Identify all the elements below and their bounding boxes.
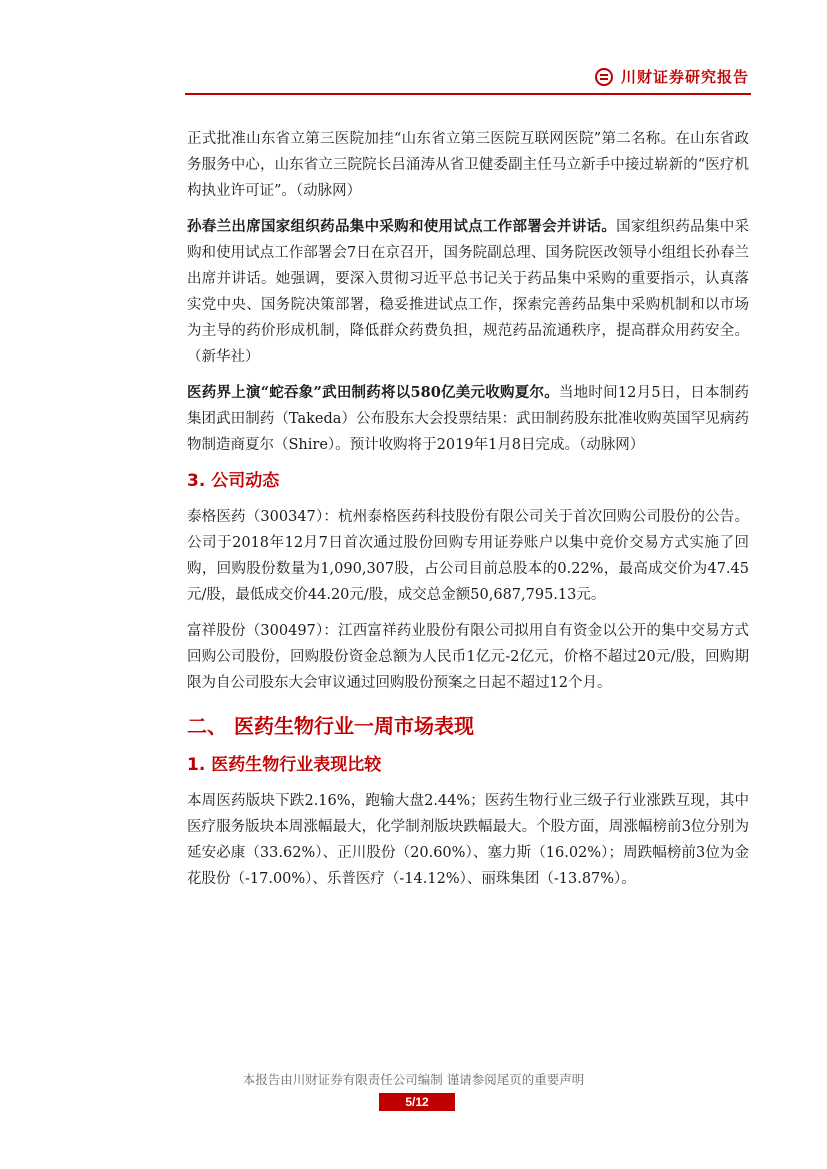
paragraph-takeda [187,380,749,458]
brand-logo-icon [595,68,613,86]
header-divider [185,93,751,95]
paragraph-hospital: 正式批准山东省立第三医院加挂“山东省立第三医院互联网医院”第二名称。在山东省政务服务中心，山东省立三院院长吕涌涛从省卫健委副主任马立新手中接过崭新的“医疗机构执业许可证”。（动脉网） [187,131,749,199]
paragraph-weekly-performance: 本周医药版块下跌2.16%，跑输大盘2.44%；医药生物行业三级子行业涨跌互现，其中医疗服务版块本周涨幅最大，化学制剂版块跌幅最大。个股方面，周涨幅榜前3位分别为延安必康（33.62%）、正川股份（20.60%）、塞力斯（16.02%）；周跌幅榜前3位为金花股份（-17.00%）、乐普医疗（-14.12%）、丽珠集团（-13.87%）。 [187,793,749,887]
page-body [187,126,749,902]
header-brand [595,66,749,87]
paragraph-tigermed: 泰格医药（300347）：杭州泰格医药科技股份有限公司关于首次回购公司股份的公告。公司于2018年12月7日首次通过股份回购专用证券账户以集中竞价交易方式实施了回购，回购股份数量为1,090,307股，占公司目前总股本的0.22%，最高成交价为47.45元/股，最低成交价44.20元/股，成交总金额50,687,795.13元。 [187,509,749,603]
footer-disclaimer: 本报告由川财证券有限责任公司编制 谨请参阅尾页的重要声明 [242,1072,585,1087]
heading-market-performance: 二、 医药生物行业一周市场表现 [187,714,474,738]
brand-title: 川财证券研究报告 [620,68,749,86]
paragraph-takeda-text: 当地时间12月5日，日本制药集团武田制药（Takeda）公布股东大会投票结果：武田制药股东批准收购英国罕见病药物制造商夏尔（Shire）。预计收购将于2019年1月8日完成。（动脉网） [187,385,749,453]
paragraph-procurement-lead: 孙春兰出席国家组织药品集中采购和使用试点工作部署会并讲话。 [187,218,617,235]
paragraph-fuxiang: 富祥股份（300497）：江西富祥药业股份有限公司拟用自有资金以公开的集中交易方式回购公司股份，回购股份资金总额为人民币1亿元-2亿元，价格不超过20元/股，回购期限为自公司股东大会审议通过回购股份预案之日起不超过12个月。 [187,623,749,691]
heading-industry-comparison: 1. 医药生物行业表现比较 [187,755,382,775]
paragraph-procurement [187,214,749,370]
page-number: 5/12 [379,1093,455,1111]
paragraph-procurement-text: 国家组织药品集中采购和使用试点工作部署会7日在京召开，国务院副总理、国务院医改领导小组组长孙春兰出席并讲话。她强调，要深入贯彻习近平总书记关于药品集中采购的重要指示，认真落实党中央、国务院决策部署，稳妥推进试点工作，探索完善药品集中采购机制和以市场为主导的药价形成机制，降低群众药费负担，规范药品流通秩序，提高群众用药安全。（新华社） [187,219,750,365]
paragraph-takeda-lead: 医药界上演“蛇吞象”武田制药将以580亿美元收购夏尔。 [187,384,559,401]
heading-company-news: 3. 公司动态 [187,471,280,491]
